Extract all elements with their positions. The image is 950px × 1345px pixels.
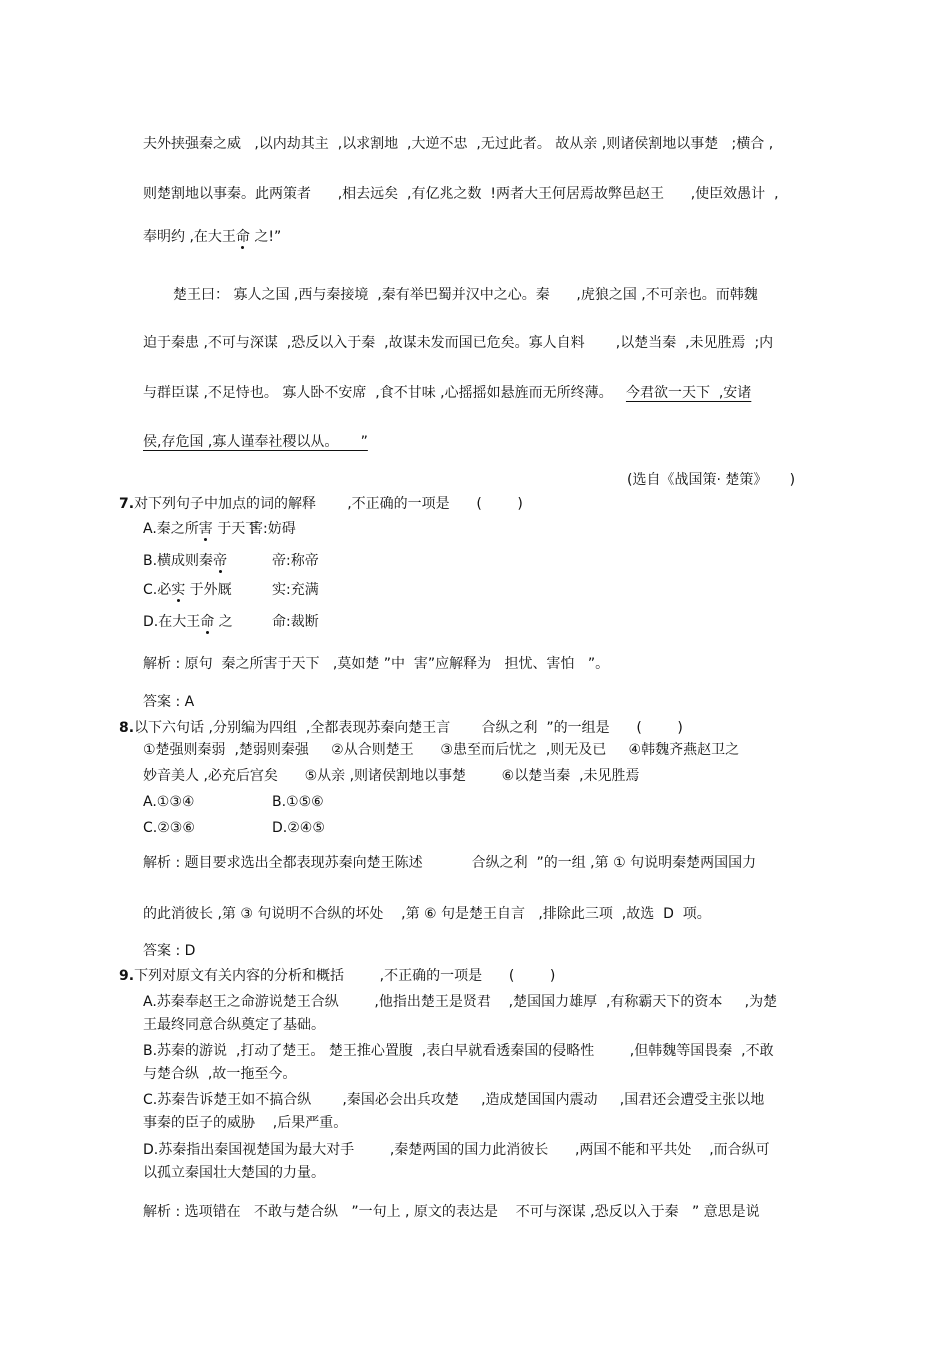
question-7-gloss-c: 实:充满: [272, 582, 319, 598]
question-7-answer: 答案 : A: [143, 694, 195, 710]
question-8-analysis-2: 的此消彼长 ,第 ③ 句说明不合纵的坏处 ,第 ⑥ 句是楚王自言 ,排除此三项 ,故选 D 项。: [143, 906, 711, 922]
question-7-option-d: D.在大王命 之: [143, 614, 233, 630]
question-7-option-a: A.秦之所害 于天下: [143, 521, 260, 537]
question-7-gloss-d: 命:裁断: [272, 614, 319, 630]
question-8-analysis-1: 解析 : 题目要求选出全都表现苏秦向楚王陈述 合纵之利 ”的一组 ,第 ① 句说明秦楚两国国力: [143, 855, 757, 871]
question-9-option-d-line-2: 以孤立秦国壮大楚国的力量。: [143, 1165, 325, 1181]
question-7-analysis: 解析 : 原句 秦之所害于天下 ,莫如楚 ”中 害”应解释为 担忧、害怕 ”。: [143, 656, 610, 672]
question-7-option-b: B.横成则秦帝: [143, 553, 228, 569]
passage-source: (选自《战国策· 楚策》 ): [627, 472, 796, 488]
question-8-option-a: A.①③④: [143, 794, 195, 810]
question-8-option-b: B.①⑤⑥: [272, 794, 324, 810]
question-8-stem: 8.以下六句话 ,分别编为四组 ,全都表现苏秦向楚王言 合纵之利 ”的一组是 ( ): [119, 720, 683, 736]
passage-line-3: 奉明约 ,在大王命 之!”: [143, 229, 282, 245]
question-9-option-a-line-2: 王最终同意合纵奠定了基础。: [143, 1017, 325, 1033]
question-9-analysis: 解析 : 选项错在 不敢与楚合纵 ”一句上 , 原文的表达是 不可与深谋 ,恐反以入于秦 ” 意思是说: [143, 1204, 760, 1220]
question-9-stem: 9.下列对原文有关内容的分析和概括 ,不正确的一项是 ( ): [119, 968, 556, 984]
question-8-option-c: C.②③⑥: [143, 820, 195, 836]
question-9-option-b-line-2: 与楚合纵 ,故一拖至今。: [143, 1066, 297, 1082]
passage-line-1: 夫外挟强秦之威 ,以内劫其主 ,以求割地 ,大逆不忠 ,无过此者。 故从亲 ,则诸侯割地以事楚 ;横合 ,: [143, 136, 774, 152]
question-8-answer: 答案 : D: [143, 943, 196, 959]
question-8-sentences-2: 妙音美人 ,必充后宫矣 ⑤从亲 ,则诸侯割地以事楚 ⑥以楚当秦 ,未见胜焉: [143, 768, 640, 784]
question-8-sentences-1: ①楚强则秦弱 ,楚弱则秦强 ②从合则楚王 ③患至而后忧之 ,则无及已 ④韩魏齐燕赵卫之: [143, 742, 740, 758]
question-9-option-c-line-1: C.苏秦告诉楚王如不搞合纵 ,秦国必会出兵攻楚 ,造成楚国国内震动 ,国君还会遭受主张以地: [143, 1092, 765, 1108]
question-7-gloss-a: 害:妨碍: [249, 521, 296, 537]
passage-line-4: 楚王曰： 寡人之国 ,西与秦接境 ,秦有举巴蜀并汉中之心。秦 ,虎狼之国 ,不可亲也。而韩魏: [173, 287, 758, 303]
passage-line-5: 迫于秦患 ,不可与深谋 ,恐反以入于秦 ,故谋未发而国已危矣。寡人自料 ,以楚当秦 ,未见胜焉 ;内: [143, 335, 774, 351]
underlined-sentence: 今君欲一天下 ,安诸: [625, 385, 752, 401]
question-7-option-c: C.必实 于外厩: [143, 582, 232, 598]
passage-line-7: 侯,存危国 ,寡人谨奉社稷以从。 ”: [143, 434, 368, 450]
question-9-option-c-line-2: 事秦的臣子的威胁 ,后果严重。: [143, 1115, 348, 1131]
passage-line-2: 则楚割地以事秦。此两策者 ,相去远矣 ,有亿兆之数 !两者大王何居焉故弊邑赵王 ,使臣效愚计 ,: [143, 186, 779, 202]
question-7-gloss-b: 帝:称帝: [272, 553, 319, 569]
passage-line-6: 与群臣谋 ,不足恃也。 寡人卧不安席 ,食不甘味 ,心摇摇如悬旌而无所终薄。 今君欲一天下 ,安诸: [143, 385, 752, 401]
question-9-option-b-line-1: B.苏秦的游说 ,打动了楚王。 楚王推心置腹 ,表白早就看透秦国的侵略性 ,但韩魏等国畏秦 ,不敢: [143, 1043, 774, 1059]
question-7-stem: 7.对下列句子中加点的词的解释 ,不正确的一项是 ( ): [119, 496, 523, 512]
question-9-option-a-line-1: A.苏秦奉赵王之命游说楚王合纵 ,他指出楚王是贤君 ,楚国国力雄厚 ,有称霸天下的资本 ,为楚: [143, 994, 778, 1010]
question-9-option-d-line-1: D.苏秦指出秦国视楚国为最大对手 ,秦楚两国的国力此消彼长 ,两国不能和平共处 ,而合纵可: [143, 1142, 770, 1158]
question-8-option-d: D.②④⑤: [272, 820, 325, 836]
